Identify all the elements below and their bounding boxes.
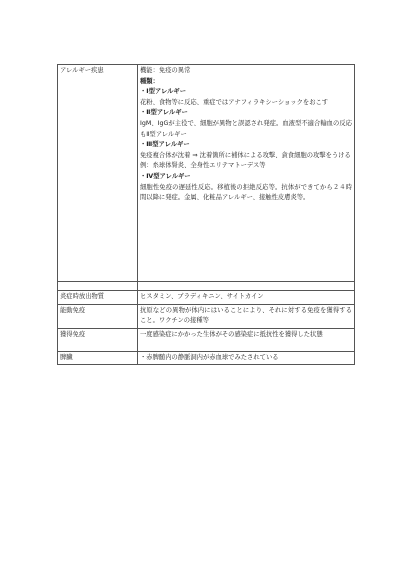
term-text: アレルギー疾患 <box>60 67 104 74</box>
definition-cell <box>138 291 355 305</box>
definition-line: IgM、IgGが主役で、細胞が異物と誤認され発症。血液型不適合輸血の反応もⅡ型アレルギー <box>140 119 352 138</box>
term-cell <box>58 351 138 365</box>
definition-cell <box>138 351 355 365</box>
term-text: 獲得免疫 <box>60 330 86 338</box>
term-text: 炎症時放出物質 <box>60 293 105 300</box>
definition-line: 一度感染症にかかった生体がその感染症に抵抗性を獲得した状態 <box>140 330 323 338</box>
definition-line: 抗原などの異物が体内にはいることにより、それに対する免疫を獲得すること。ワクチンの接種等 <box>140 306 352 325</box>
definition-cell <box>138 328 355 351</box>
definition-line: ・赤脾髄内の静脈洞内が赤血球でみたされている <box>140 353 279 361</box>
table-row <box>58 304 355 328</box>
term-text: 脾臓 <box>60 353 73 361</box>
definition-line: 免疫複合体が沈着 ⇒ 沈着箇所に補体による攻撃、貪食細胞の攻撃をうける <box>140 151 351 159</box>
table-row <box>58 328 355 351</box>
term-cell <box>58 328 138 351</box>
table-row <box>58 65 355 282</box>
table-row <box>58 291 355 305</box>
spacer-cell <box>58 282 138 291</box>
table-row <box>58 351 355 365</box>
definition-cell <box>138 65 355 282</box>
definition-heading: ・Ⅰ型アレルギー <box>140 88 187 96</box>
definition-line: ヒスタミン、ブラディキニン、サイトカイン <box>140 293 264 300</box>
term-text: 能動免疫 <box>60 306 86 314</box>
definition-heading: ・Ⅳ型アレルギー <box>140 172 191 180</box>
definition-cell <box>138 304 355 328</box>
term-cell <box>58 304 138 328</box>
definition-heading: ・Ⅱ型アレルギー <box>140 109 188 117</box>
definition-heading: ・Ⅲ型アレルギー <box>140 141 190 149</box>
spacer-cell <box>138 282 355 291</box>
definition-heading: 種類： <box>140 77 159 85</box>
definition-line: 細胞性免疫の遅延性反応。移植後の拒絶反応等。抗体ができてから２４時間以降に発症。金属、化粧品アレルギー、接触性皮膚炎等。 <box>140 183 352 202</box>
spacer-row <box>58 282 355 291</box>
definition-line: 例：糸球体腎炎、全身性エリテマトーデス等 <box>140 162 266 170</box>
term-cell <box>58 65 138 282</box>
glossary-table <box>57 64 355 365</box>
definition-line: 花粉、食物等に反応、重症ではアナフィラキシーショックをおこす <box>140 98 329 106</box>
definition-line: 機能：免疫の異常 <box>140 67 191 74</box>
term-cell <box>58 291 138 305</box>
